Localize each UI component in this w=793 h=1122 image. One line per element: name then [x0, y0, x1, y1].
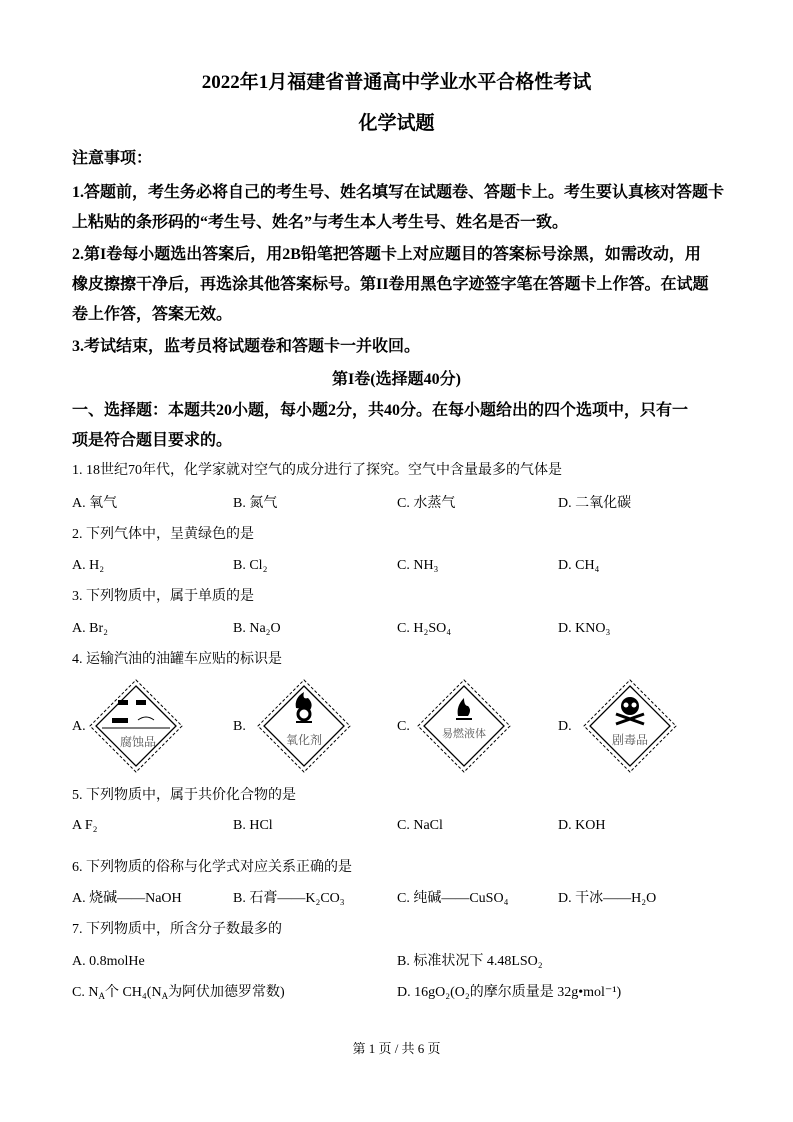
option-a: A. H₂ [72, 558, 105, 573]
option-c: C. NH₃ [397, 558, 439, 573]
section-title: 第I卷(选择题40分) [332, 371, 461, 388]
option-d: D. KOH [558, 818, 606, 833]
option-c: C. H₂SO₄ [397, 621, 452, 636]
option-b: B. Cl₂ [233, 558, 268, 573]
subscript: A [161, 991, 169, 1001]
option-b: B. Na₂O [233, 621, 281, 636]
question-stem: 7. 下列物质中，所含分子数最多的 [72, 922, 282, 937]
option-b: B. 石膏——K₂CO₃ [233, 891, 345, 906]
question-stem: 4. 运输汽油的油罐车应贴的标识是 [72, 652, 282, 667]
option-a: A. [72, 719, 86, 734]
note-line: 1.答题前，考生务必将自己的考生号、姓名填写在试题卷、答题卡上。考生要认真核对答题卡 [72, 184, 725, 201]
sign-label: 剧毒品 [611, 733, 649, 747]
option-c: C. 水蒸气 [397, 496, 456, 511]
section-instructions: 一、选择题：本题共20小题，每小题2分，共40分。在每小题给出的四个选项中，只有一 [72, 402, 689, 419]
question-stem: 1. 18世纪70年代，化学家就对空气的成分进行了探究。空气中含量最多的气体是 [72, 463, 562, 478]
option-c-text: 为阿伏加德罗常数) [168, 985, 285, 1000]
question-stem: 5. 下列物质中，属于共价化合物的是 [72, 788, 296, 803]
sign-label: 易燃液体 [442, 728, 486, 740]
oxidizer-sign [256, 678, 352, 774]
option-d: D. KNO₃ [558, 621, 611, 636]
question-stem: 2. 下列气体中，呈黄绿色的是 [72, 527, 254, 542]
exam-title: 2022年1月福建省普通高中学业水平合格性考试 [201, 72, 592, 93]
option-c-text: 个 CH₄(N [104, 985, 162, 1000]
note-line: 上粘贴的条形码的“考生号、姓名”与考生本人考生号、姓名是否一致。 [72, 214, 569, 231]
notes-heading: 注意事项： [72, 150, 153, 167]
option-c: C. NaCl [397, 818, 443, 833]
option-a: A. 0.8molHe [72, 954, 145, 969]
option-d: D. [558, 719, 572, 734]
option-c [72, 983, 285, 1006]
corrosive-icon [112, 718, 128, 723]
subscript: A [98, 991, 105, 1001]
skull-crossbones-icon [616, 697, 644, 724]
option-c: C. [397, 719, 410, 734]
option-a: A F₂ [72, 818, 98, 833]
question-stem: 6. 下列物质的俗称与化学式对应关系正确的是 [72, 860, 352, 875]
option-c-prefix: C. N [72, 985, 99, 1000]
option-a: A. 氧气 [72, 496, 118, 511]
toxic-sign [582, 678, 678, 774]
exam-subtitle: 化学试题 [358, 113, 435, 134]
option-a: A. 烧碱——NaOH [72, 891, 182, 906]
option-b: B. 氮气 [233, 496, 278, 511]
flame-icon [458, 698, 470, 716]
option-a: A. Br₂ [72, 621, 108, 636]
option-d: D. 16gO₂(O₂的摩尔质量是 32g•mol⁻¹) [397, 985, 622, 1000]
question-stem: 3. 下列物质中，属于单质的是 [72, 589, 254, 604]
note-line: 橡皮擦擦干净后，再选涂其他答案标号。第II卷用黑色字迹签字笔在答题卡上作答。在试题 [72, 276, 709, 293]
note-line: 卷上作答，答案无效。 [72, 306, 233, 323]
section-instructions: 项是符合题目要求的。 [72, 432, 233, 449]
option-d: D. 二氧化碳 [558, 496, 632, 511]
option-b: B. 标准状况下 4.48LSO₂ [397, 954, 543, 969]
option-c: C. 纯碱——CuSO₄ [397, 891, 509, 906]
sign-label: 氧化剂 [285, 733, 323, 747]
option-d: D. CH₄ [558, 558, 600, 573]
note-line: 2.第I卷每小题选出答案后，用2B铅笔把答题卡上对应题目的答案标号涂黑，如需改动，用 [72, 246, 701, 263]
option-b: B. [233, 719, 246, 734]
corrosive-sign [88, 678, 184, 774]
sign-label: 腐蚀品 [119, 735, 157, 749]
flammable-liquid-sign [416, 678, 512, 774]
page-footer: 第 1 页 / 共 6 页 [352, 1041, 441, 1056]
option-d: D. 干冰——H₂O [558, 891, 657, 906]
option-b: B. HCl [233, 818, 273, 833]
note-line: 3.考试结束，监考员将试题卷和答题卡一并收回。 [72, 338, 421, 355]
